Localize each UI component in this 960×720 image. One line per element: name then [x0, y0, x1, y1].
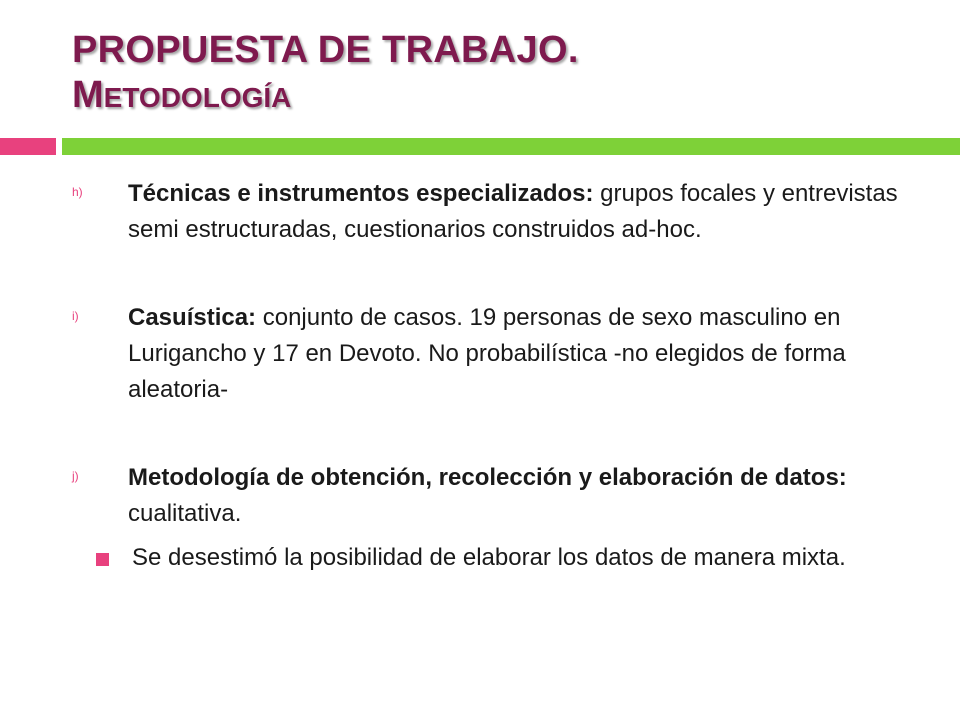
title-line-2 — [72, 73, 932, 118]
item-term: Casuística: — [128, 304, 257, 331]
list-marker: h) — [72, 185, 83, 199]
accent-bar-pink — [0, 138, 56, 155]
item-term: Técnicas e instrumentos especializados: — [128, 180, 594, 207]
sub-item-text: Se desestimó la posibilidad de elaborar los datos de manera mixta. — [132, 544, 846, 571]
square-bullet-icon — [96, 553, 109, 566]
accent-bar-green — [62, 138, 960, 155]
title-line-2-rest: ETODOLOGÍA — [103, 81, 292, 113]
title-line-2-initial: M — [72, 73, 104, 116]
item-text: cualitativa. — [128, 500, 242, 527]
item-text: grupos focales y entrevistas semi estructuradas, cuestionarios construidos ad-hoc. — [128, 180, 898, 243]
item-text: conjunto de casos. 19 personas de sexo masculino en Lurigancho y 17 en Devoto. No probabilística -no elegidos de forma aleatoria- — [128, 304, 846, 403]
sub-list-item — [72, 540, 912, 576]
item-term: Metodología de obtención, recolección y elaboración de datos: — [128, 464, 847, 491]
list-marker: j) — [72, 469, 79, 483]
list-marker: i) — [72, 309, 79, 323]
content-list — [72, 176, 912, 576]
list-item — [72, 460, 912, 532]
title-line-1: PROPUESTA DE TRABAJO. — [72, 29, 579, 71]
slide-title — [72, 28, 932, 118]
list-item — [72, 176, 912, 248]
list-item — [72, 300, 912, 408]
